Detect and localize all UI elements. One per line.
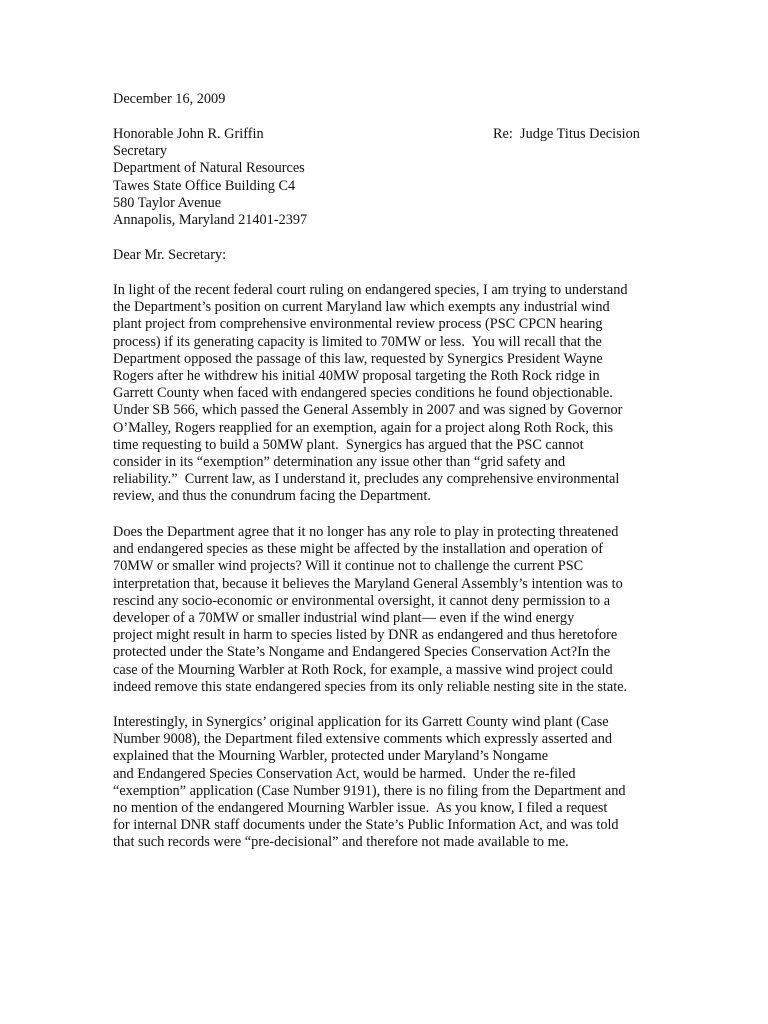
paragraph-line: for internal DNR staff documents under the State’s Public Information Act, and was told xyxy=(113,817,619,834)
paragraph-line: and endangered species as these might be affected by the installation and operation of xyxy=(113,541,604,558)
salutation: Dear Mr. Secretary: xyxy=(113,247,227,263)
paragraph-line: Under SB 566, which passed the General Assembly in 2007 and was signed by Governor xyxy=(113,402,623,419)
body-paragraph-2 xyxy=(113,524,658,696)
paragraph-line: developer of a 70MW or smaller industrial wind plant— even if the wind energy xyxy=(113,610,575,627)
paragraph-line: case of the Mourning Warbler at Roth Rock, for example, a massive wind project could xyxy=(113,661,613,678)
body-paragraph-1 xyxy=(113,282,658,506)
paragraph-line: consider in its “exemption” determination any issue other than “grid safety and xyxy=(113,454,566,471)
recipient-line: Department of Natural Resources xyxy=(113,160,305,177)
paragraph-line: O’Malley, Rogers reapplied for an exemption, again for a project along Roth Rock, this xyxy=(113,419,614,436)
paragraph-line: explained that the Mourning Warbler, protected under Maryland’s Nongame xyxy=(113,748,549,765)
letter-date: December 16, 2009 xyxy=(113,91,226,107)
paragraph-line: protected under the State’s Nongame and Endangered Species Conservation Act?In the xyxy=(113,644,611,661)
paragraph-line: time requesting to build a 50MW plant. Synergics has argued that the PSC cannot xyxy=(113,436,584,453)
paragraph-line: project might result in harm to species listed by DNR as endangered and thus heretofore xyxy=(113,627,618,644)
recipient-line: Secretary xyxy=(113,143,167,160)
recipient-line: Tawes State Office Building C4 xyxy=(113,177,296,194)
paragraph-line: Department opposed the passage of this law, requested by Synergics President Wayne xyxy=(113,350,603,367)
paragraph-line: interpretation that, because it believes the Maryland General Assembly’s intention was to xyxy=(113,575,623,592)
paragraph-line: Interestingly, in Synergics’ original application for its Garrett County wind plant (Case xyxy=(113,714,609,730)
paragraph-line: 70MW or smaller wind projects? Will it continue not to challenge the current PSC xyxy=(113,558,584,575)
paragraph-line: “exemption” application (Case Number 9191), there is no filing from the Department and xyxy=(113,782,626,799)
recipient-line: Annapolis, Maryland 21401-2397 xyxy=(113,212,308,229)
paragraph-line: no mention of the endangered Mourning Warbler issue. As you know, I filed a request xyxy=(113,800,608,817)
paragraph-line: Does the Department agree that it no longer has any role to play in protecting threatened xyxy=(113,524,619,540)
subject-re-line: Re: Judge Titus Decision xyxy=(493,126,640,142)
paragraph-line: review, and thus the conundrum facing the Department. xyxy=(113,488,431,505)
paragraph-line: rescind any socio-economic or environmental oversight, it cannot deny permission to a xyxy=(113,592,611,609)
paragraph-line: and Endangered Species Conservation Act, would be harmed. Under the re-filed xyxy=(113,765,576,782)
paragraph-line: Garrett County when faced with endangered species conditions he found objectionable. xyxy=(113,385,613,402)
body-paragraph-3 xyxy=(113,714,658,852)
paragraph-line: indeed remove this state endangered species from its only reliable nesting site in the state. xyxy=(113,678,628,695)
paragraph-line: process) if its generating capacity is limited to 70MW or less. You will recall that the xyxy=(113,333,602,350)
paragraph-line: that such records were “pre-decisional” and therefore not made available to me. xyxy=(113,834,569,851)
paragraph-line: reliability.” Current law, as I understand it, precludes any comprehensive environmental xyxy=(113,471,620,488)
paragraph-line: Number 9008), the Department filed extensive comments which expressly asserted and xyxy=(113,731,613,748)
recipient-line: Honorable John R. Griffin xyxy=(113,126,264,142)
recipient-line: 580 Taylor Avenue xyxy=(113,194,222,211)
paragraph-line: Rogers after he withdrew his initial 40MW proposal targeting the Roth Rock ridge in xyxy=(113,368,600,385)
paragraph-line: plant project from comprehensive environmental review process (PSC CPCN hearing xyxy=(113,316,603,333)
paragraph-line: In light of the recent federal court ruling on endangered species, I am trying to understand xyxy=(113,282,628,298)
paragraph-line: the Department’s position on current Maryland law which exempts any industrial wind xyxy=(113,299,610,316)
